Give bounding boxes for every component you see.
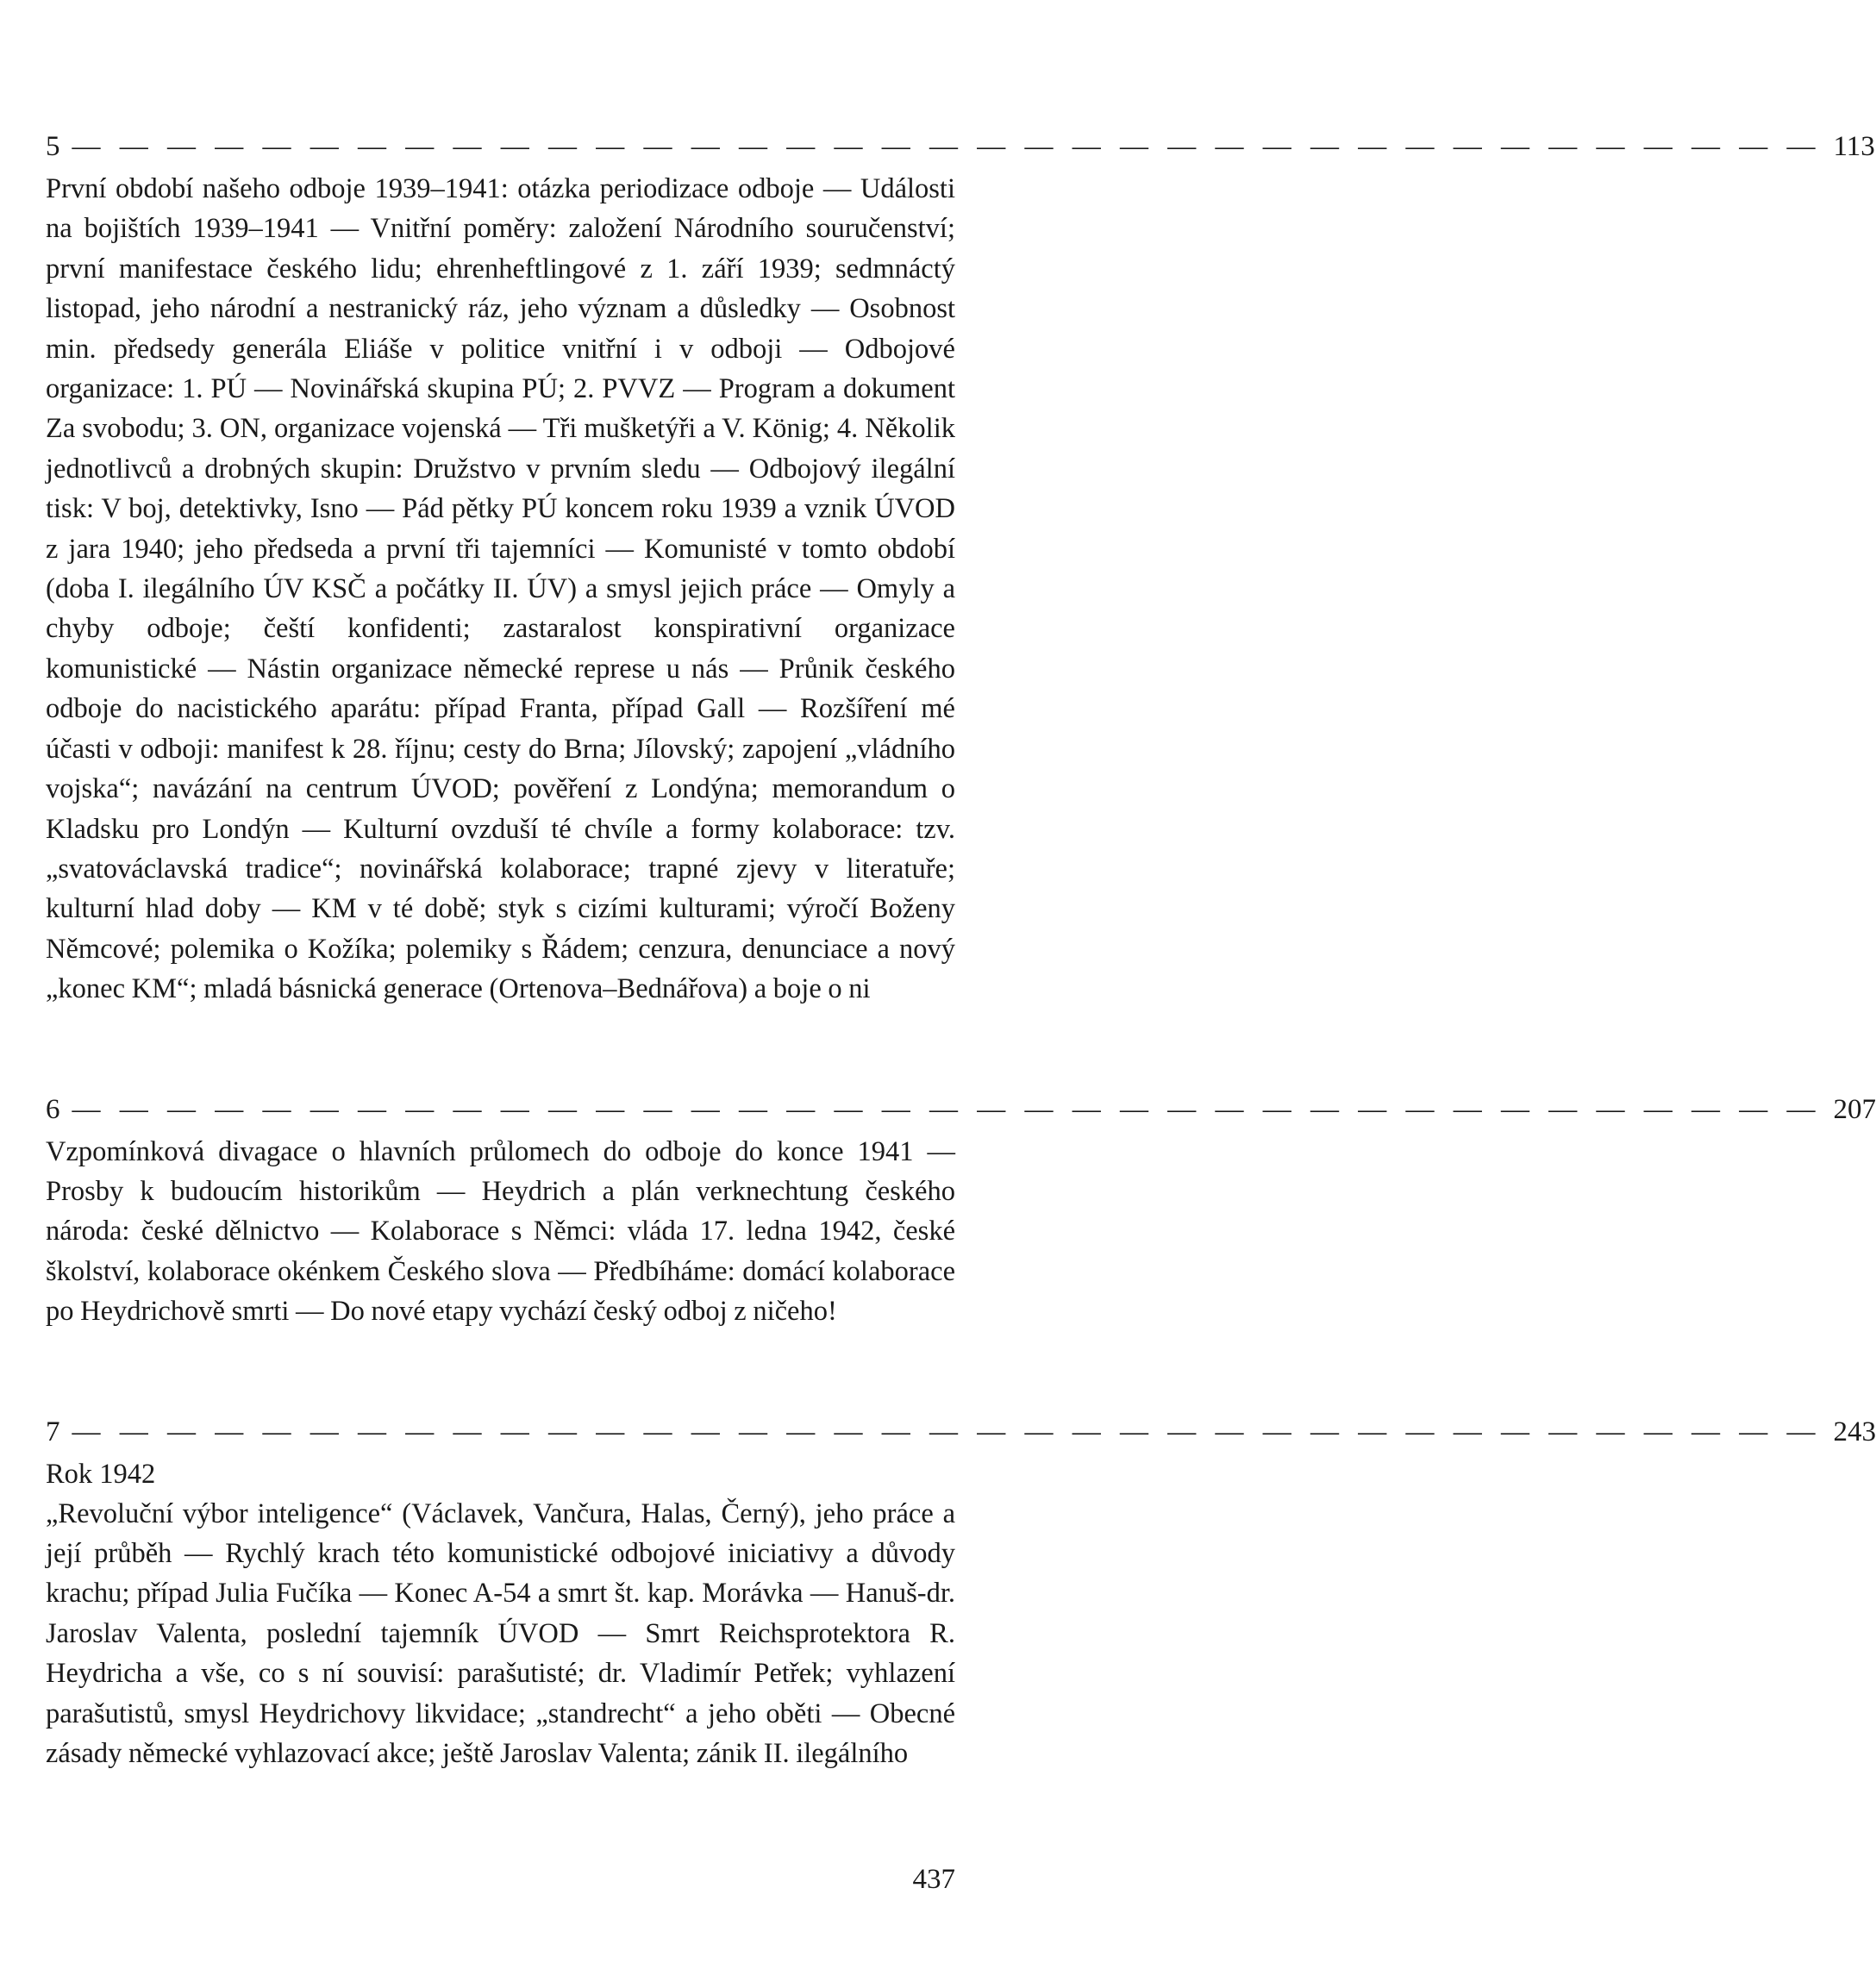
chapter-header — [46, 129, 1875, 164]
chapter-subtitle: Rok 1942 — [46, 1458, 156, 1490]
dash-leader: — — — — — — — — — — — — — — — — — — — — — — — — — — — — — — — — — — — — — — [72, 1093, 1822, 1125]
page-number: 437 — [912, 1864, 955, 1895]
dash-leader: — — — — — — — — — — — — — — — — — — — — — — — — — — — — — — — — — — — — — — [72, 131, 1822, 162]
chapter-number: 7 — [46, 1416, 60, 1447]
chapter-number: 6 — [46, 1093, 60, 1125]
chapter-page-number: 243 — [1833, 1416, 1876, 1447]
chapter-5 — [46, 129, 1875, 1010]
chapter-header — [46, 1092, 1876, 1127]
table-of-contents — [46, 129, 1876, 1856]
chapter-summary: „Revoluční výbor inteligence“ (Václavek, Vančura, Halas, Černý), jeho práce a její průběh — Rychlý krach této komunistické odbojové iniciativy a důvody krachu; případ Julia Fučíka — Konec A-54 a smrt št. kap. Morávka — Hanuš-dr. Jaroslav Valenta, poslední tajemník ÚVOD — Smrt Reichsprotektora R. Heydricha a vše, co s ní souvisí: parašutisté; dr. Vladimír Petřek; vyhlazení parašutistů, smysl Heydrichovy likvidace; „standrecht“ a jeho oběti — Obecné zásady německé vyhlazovací akce; ještě Jaroslav Valenta; zánik II. ilegálního — [46, 1497, 955, 1769]
chapter-number: 5 — [46, 131, 60, 162]
chapter-page-number: 207 — [1833, 1093, 1876, 1125]
chapter-summary: První období našeho odboje 1939–1941: otázka periodizace odboje — Události na bojištích 1939–1941 — Vnitřní poměry: založení Národního souručenství; první manifestace českého lidu; ehrenheftlingové z 1. září 1939; sedmnáctý listopad, jeho národní a nestranický ráz, jeho význam a důsledky — Osobnost min. předsedy generála Eliáše v politice vnitřní i v odboji — Odbojové organizace: 1. PÚ — Novinářská skupina PÚ; 2. PVVZ — Program a dokument Za svobodu; 3. ON, organizace vojenská — Tři mušketýři a V. König; 4. Několik jednotlivců a drobných skupin: Družstvo v prvním sledu — Odbojový ilegální tisk: V boj, detektivky, Isno — Pád pětky PÚ koncem roku 1939 a vznik ÚVOD z jara 1940; jeho předseda a první tři tajemníci — Komunisté v tomto období (doba I. ilegálního ÚV KSČ a počátky II. ÚV) a smysl jejich práce — Omyly a chyby odboje; čeští konfidenti; zastaralost konspirativní organizace komunistické — Nástin organizace německé represe u nás — Průnik českého odboje do nacistického aparátu: případ Franta, případ Gall — Rozšíření mé účasti v odboji: manifest k 28. říjnu; cesty do Brna; Jílovský; zapojení „vládního vojska“; navázání na centrum ÚVOD; pověření z Londýna; memorandum o Kladsku pro Londýn — Kulturní ovzduší té chvíle a formy kolaborace: tzv. „svatováclavská tradice“; novinářská kolaborace; trapné zjevy v literatuře; kulturní hlad doby — KM v té době; styk s cizími kulturami; výročí Boženy Němcové; polemika o Kožíka; polemiky s Řádem; cenzura, denunciace a nový „konec KM“; mladá básnická generace (Ortenova–Bednářova) a boje o ni — [46, 173, 955, 1005]
chapter-summary: Vzpomínková divagace o hlavních průlomech do odboje do konce 1941 — Prosby k budoucím historikům — Heydrich a plán verknechtung českého národa: české dělnictvo — Kolaborace s Němci: vláda 17. ledna 1942, české školství, kolaborace okénkem Českého slova — Předbíháme: domácí kolaborace po Heydrichově smrti — Do nové etapy vychází český odboj z ničeho! — [46, 1135, 955, 1328]
chapter-header — [46, 1415, 1876, 1449]
chapter-7 — [46, 1415, 1876, 1774]
dash-leader: — — — — — — — — — — — — — — — — — — — — — — — — — — — — — — — — — — — — — — [72, 1416, 1822, 1447]
chapter-page-number: 113 — [1833, 131, 1875, 162]
chapter-6 — [46, 1092, 1876, 1332]
